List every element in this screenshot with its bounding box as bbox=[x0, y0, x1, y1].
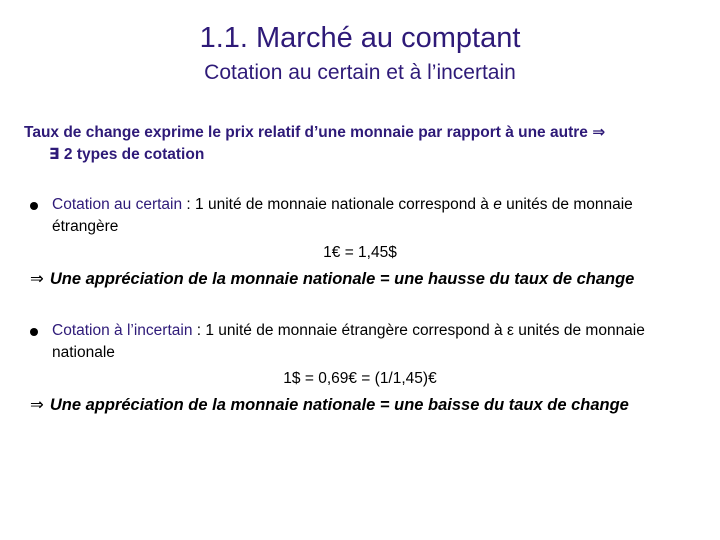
incertain-conclusion bbox=[30, 394, 710, 416]
intro-line2-wrapper bbox=[24, 144, 714, 166]
certain-text-after: unités de monnaie étrangère bbox=[52, 196, 633, 235]
incertain-sep: : bbox=[192, 322, 206, 339]
incertain-label: Cotation à l’incertain bbox=[52, 322, 193, 339]
bullet-dot-icon bbox=[30, 328, 38, 336]
certain-example: 1€ = 1,45$ bbox=[323, 244, 397, 261]
slide-subtitle: Cotation au certain et à l’incertain bbox=[204, 61, 516, 84]
certain-text-before: 1 unité de monnaie nationale correspond à bbox=[195, 196, 494, 213]
bullet-dot-icon bbox=[30, 202, 38, 210]
bullet-certain-text bbox=[30, 194, 700, 238]
implies-symbol: ⇒ bbox=[592, 124, 606, 141]
incertain-variable: ε bbox=[506, 322, 514, 339]
incertain-text-after: unités de monnaie nationale bbox=[52, 322, 645, 361]
exists-symbol: ∃ bbox=[49, 146, 60, 163]
bullet-incertain-text bbox=[30, 320, 700, 364]
incertain-text-before: 1 unité de monnaie étrangère correspond à bbox=[205, 322, 507, 339]
certain-variable: e bbox=[493, 196, 502, 213]
incertain-example: 1$ = 0,69€ = (1/1,45)€ bbox=[283, 370, 437, 387]
implies-arrow-icon: ⇒ bbox=[30, 396, 44, 414]
certain-conclusion bbox=[30, 268, 710, 290]
implies-arrow-icon: ⇒ bbox=[30, 270, 44, 288]
slide-title: 1.1. Marché au comptant bbox=[199, 22, 521, 54]
certain-sep: : bbox=[182, 196, 196, 213]
intro-paragraph bbox=[24, 122, 714, 166]
certain-conclusion-text: Une appréciation de la monnaie nationale = une hausse du taux de change bbox=[49, 270, 635, 288]
bullet-incertain bbox=[30, 320, 700, 364]
bullet-certain bbox=[30, 194, 700, 238]
intro-line2: 2 types de cotation bbox=[63, 146, 205, 163]
incertain-conclusion-text: Une appréciation de la monnaie nationale = une baisse du taux de change bbox=[49, 396, 629, 414]
intro-line1: Taux de change exprime le prix relatif d’une monnaie par rapport à une autre bbox=[24, 124, 588, 141]
certain-label: Cotation au certain bbox=[52, 196, 183, 213]
